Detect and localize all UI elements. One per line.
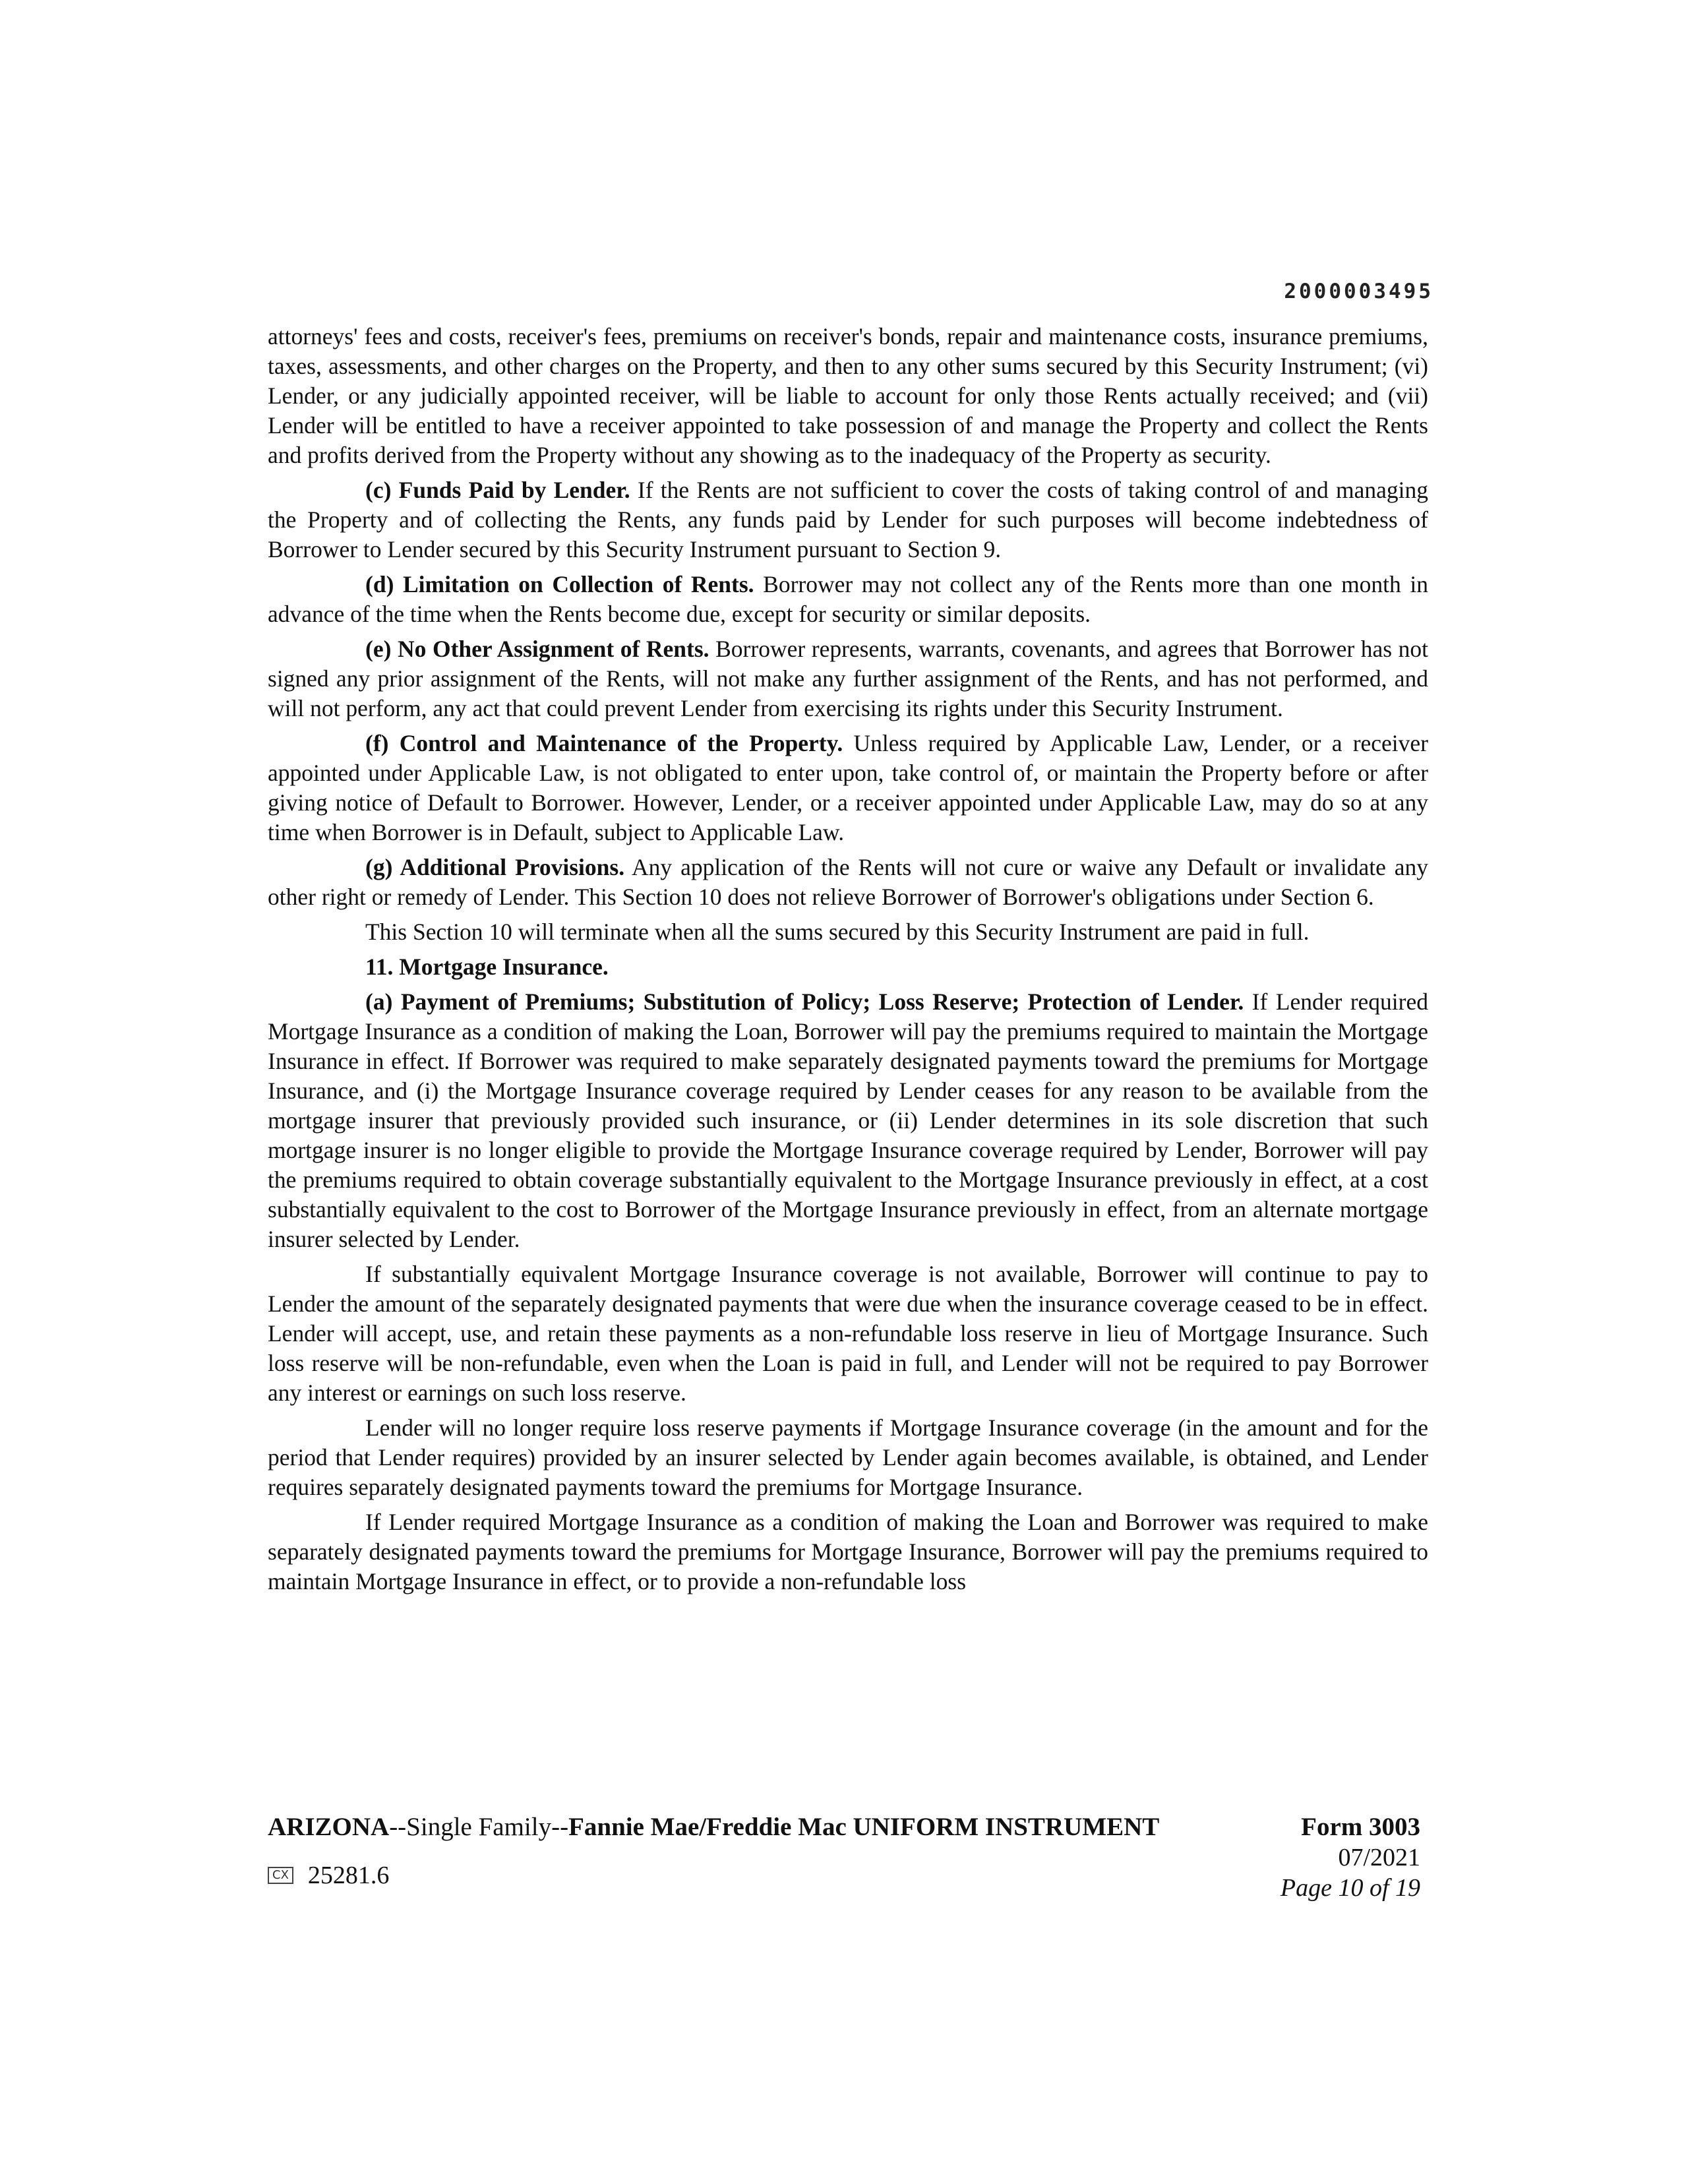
document-number: 2000003495 [1284,280,1433,303]
page-number: Page 10 of 19 [1280,1874,1420,1902]
paragraph-control-maintenance [268,729,1428,847]
footer-code-line [268,1861,389,1890]
paragraph-payment-of-premiums [268,987,1428,1254]
form-date: 07/2021 [1338,1844,1420,1871]
footer-code: 25281.6 [307,1862,390,1889]
paragraph-funds-paid [268,475,1428,564]
text-no-other-assignment: Borrower represents, warrants, covenants, and agrees that Borrower has not signed any prior assignment of the Rents, will not make any further assignment of the Rents, and has not performed, and will not perform, any act that could prevent Lender from exercising its rights under this Security Instrument. [268,636,1428,721]
text-funds-paid: If the Rents are not sufficient to cover the costs of taking control of and managing the Property and of collecting the Rents, any funds paid by Lender for such purposes will become indebtedness of Borrower to Lender secured by this Security Instrument pursuant to Section 9. [268,477,1429,562]
text-control-maintenance: Unless required by Applicable Law, Lender, or a receiver appointed under Applicable Law, is not obligated to enter upon, take control of, or maintain the Property before or after giving notice of Default to Borrower. However, Lender, or a receiver appointed under Applicable Law, may do so at any time when Borrower is in Default, subject to Applicable Law. [268,730,1428,845]
paragraph-lender-required-insurance: If Lender required Mortgage Insurance as a condition of making the Loan and Borrower was required to make separately designated payments toward the premiums for Mortgage Insurance, Borrower will pay the premiums required to maintain Mortgage Insurance in effect, or to provide a non-refundable loss [268,1509,1428,1594]
cx-logo-icon: CX [268,1867,293,1884]
section-heading-mortgage-insurance: 11. Mortgage Insurance. [365,954,609,980]
paragraph-limitation-collection [268,570,1428,629]
heading-additional-provisions: (g) Additional Provisions. [365,854,625,880]
form-number: Form 3003 [1301,1813,1420,1841]
document-body [268,322,1428,1602]
heading-payment-of-premiums: (a) Payment of Premiums; Substitution of Policy; Loss Reserve; Protection of Lender. [365,988,1244,1015]
text-additional-provisions: Any application of the Rents will not cure or waive any Default or invalidate any other right or remedy of Lender. This Section 10 does not relieve Borrower of Borrower's obligations under Section 6. [268,854,1429,910]
text-limitation-collection: Borrower may not collect any of the Rents more than one month in advance of the time when the Rents become due, except for security or similar deposits. [268,571,1428,627]
heading-no-other-assignment: (e) No Other Assignment of Rents. [365,636,709,662]
footer-form-info [1281,1812,1420,1903]
heading-control-maintenance: (f) Control and Maintenance of the Property. [365,730,843,756]
footer-state: ARIZONA [268,1813,390,1841]
paragraph-section-termination: This Section 10 will terminate when all the sums secured by this Security Instrument are paid in full. [365,919,1310,945]
heading-funds-paid: (c) Funds Paid by Lender. [365,477,630,503]
paragraph-additional-provisions [268,853,1428,912]
heading-limitation-collection: (d) Limitation on Collection of Rents. [365,571,754,597]
paragraph-equivalent-coverage: If substantially equivalent Mortgage Insurance coverage is not available, Borrower will continue to pay to Lender the amount of the separately designated payments that were due when the insurance coverage ceased to be in effect. Lender will accept, use, and retain these payments as a non-refundable loss reserve in lieu of Mortgage Insurance. Such loss reserve will be non-refundable, even when the Loan is paid in full, and Lender will not be required to pay Borrower any interest or earnings on such loss reserve. [268,1261,1428,1406]
paragraph-loss-reserve-end: Lender will no longer require loss reserve payments if Mortgage Insurance coverage (in the amount and for the period that Lender requires) provided by an insurer selected by Lender again becomes available, is obtained, and Lender requires separately designated payments toward the premiums for Mortgage Insurance. [268,1414,1428,1500]
footer-family-type: --Single Family-- [389,1813,569,1841]
footer-instrument-title [268,1812,1159,1842]
footer-agencies: Fannie Mae/Freddie Mac UNIFORM INSTRUMENT [568,1813,1160,1841]
paragraph-rents-application: attorneys' fees and costs, receiver's fees, premiums on receiver's bonds, repair and maintenance costs, insurance premiums, taxes, assessments, and other charges on the Property, and then to any other sums secured by this Security Instrument; (vi) Lender, or any judicially appointed receiver, will be liable to account for only those Rents actually received; and (vii) Lender will be entitled to have a receiver appointed to take possession of and manage the Property and collect the Rents and profits derived from the Property without any showing as to the inadequacy of the Property as security. [268,323,1428,468]
text-payment-of-premiums: If Lender required Mortgage Insurance as a condition of making the Loan, Borrower will pay the premiums required to maintain the Mortgage Insurance in effect. If Borrower was required to make separately designated payments toward the premiums for Mortgage Insurance, and (i) the Mortgage Insurance coverage required by Lender ceases for any reason to be available from the mortgage insurer that previously provided such insurance, or (ii) Lender determines in its sole discretion that such mortgage insurer is no longer eligible to provide the Mortgage Insurance coverage required by Lender, Borrower will pay the premiums required to obtain coverage substantially equivalent to the Mortgage Insurance previously in effect, at a cost substantially equivalent to the cost to Borrower of the Mortgage Insurance previously in effect, from an alternate mortgage insurer selected by Lender. [268,988,1428,1252]
paragraph-no-other-assignment [268,634,1428,723]
